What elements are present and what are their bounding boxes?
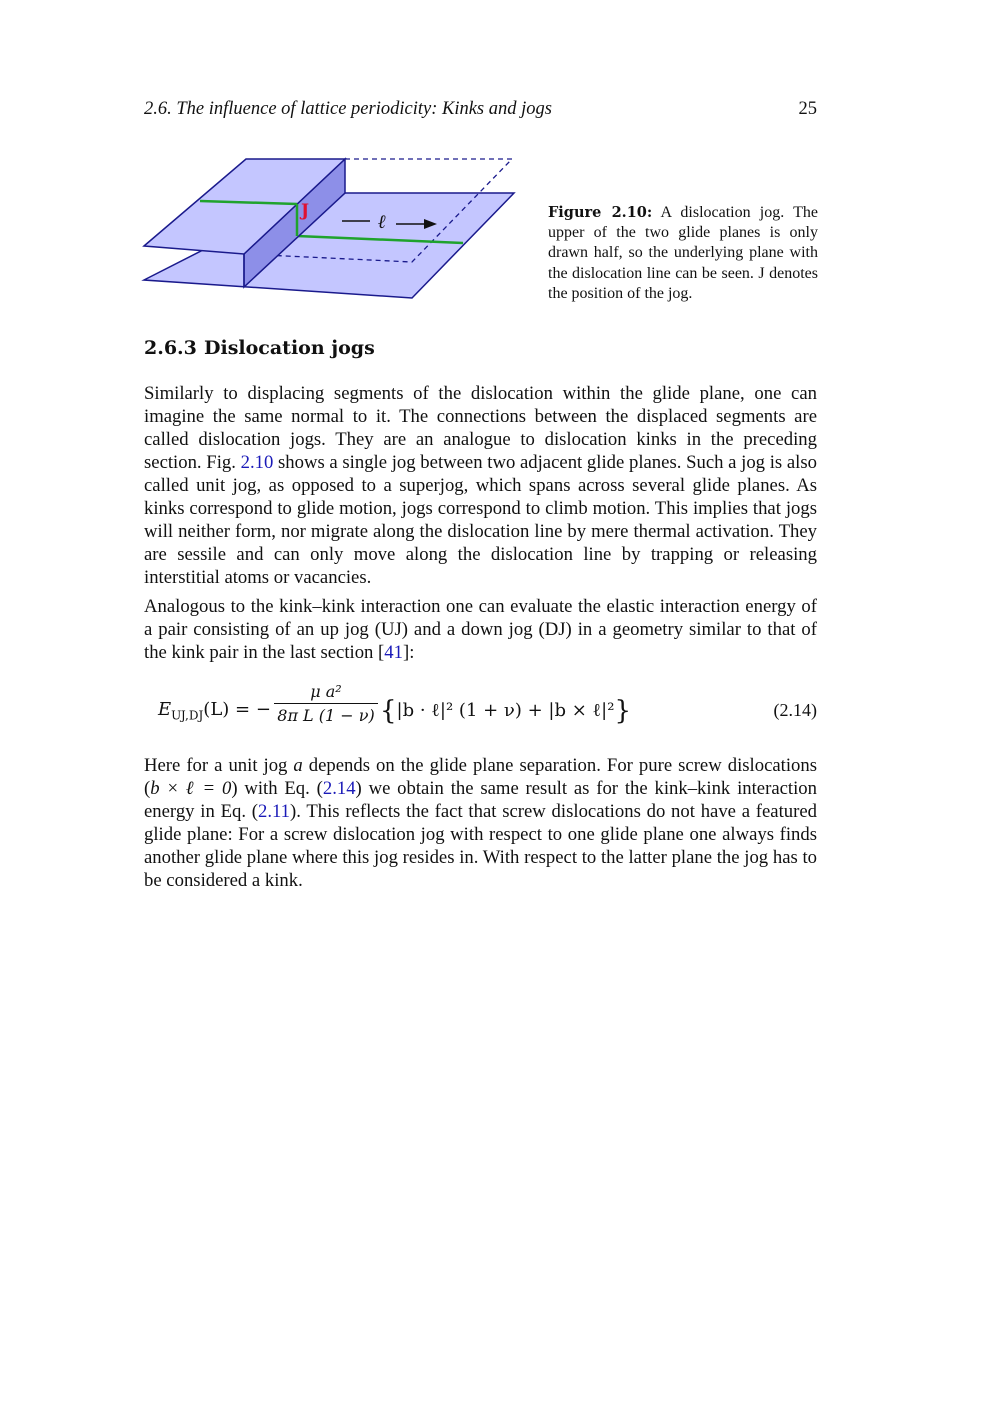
cross-product-expression: b × ℓ = 0 xyxy=(150,778,232,799)
paragraph-1 xyxy=(144,382,817,589)
figure-reference-link[interactable]: 2.10 xyxy=(240,452,274,473)
paragraph-text: Similarly to displacing segments of the dislocation within the glide plane, one can imagine the same normal to it. The connections between the displaced segments are called dislocation jogs. They are an analogue to dislocation kinks in the preceding section. Fig. xyxy=(144,383,817,473)
equation-2-14 xyxy=(144,682,817,738)
equation-number: (2.14) xyxy=(773,700,817,720)
rhs-expression: |b · ℓ|² (1 + ν) + |b × ℓ|² xyxy=(396,700,615,721)
equation-fraction xyxy=(274,682,378,725)
equation-reference-link[interactable]: 2.11 xyxy=(258,801,291,822)
paragraph-3 xyxy=(144,754,817,892)
caption-text: A dislocation jog. The upper of the two glide planes is only drawn half, so the underlying plane with the dislocation line can be seen. J denotes the position of the jog. xyxy=(548,204,818,302)
line-direction-label: ℓ xyxy=(378,211,387,233)
paragraph-2 xyxy=(144,595,817,664)
lhs-subscript: UJ,DJ xyxy=(171,708,204,723)
figure-caption xyxy=(548,203,818,304)
section-heading xyxy=(144,337,375,359)
paragraph-text: ). This reflects the fact that screw dislocations do not have a featured glide plane: For a screw dislocation jog with respect to one glide plane one always finds another glide plane where this jog resides in. With respect to the latter plane the jog has to be considered a kink. xyxy=(144,801,818,891)
lhs-argument: (L) = − xyxy=(203,699,271,720)
paragraph-text: shows a single jog between two adjacent glide planes. Such a jog is also called unit jog, as opposed to a superjog, which spans across several glide planes. As kinks correspond to glide motion, jogs correspond to climb motion. This implies that jogs will neither form, nor migrate along the dislocation line by mere thermal activation. They are sessile and can only move along the dislocation line by trapping or releasing interstitial atoms or vacancies. xyxy=(144,452,817,588)
running-header xyxy=(144,99,817,125)
paragraph-text: ]: xyxy=(402,642,415,663)
jog-label: J xyxy=(301,201,310,221)
brace-open: { xyxy=(380,696,397,726)
fraction-numerator: μ a² xyxy=(274,682,378,704)
paragraph-text: ) we obtain the same result as for the kink–kink interaction energy in Eq. ( xyxy=(144,778,817,822)
caption-label: Figure 2.10: xyxy=(548,204,653,221)
equation-lhs xyxy=(158,699,271,723)
citation-link[interactable]: 41 xyxy=(384,642,403,663)
equation-reference-link[interactable]: 2.14 xyxy=(322,778,356,799)
page-number: 25 xyxy=(798,99,817,119)
paragraph-text: ) with Eq. ( xyxy=(231,778,323,799)
fraction-denominator: 8π L (1 − ν) xyxy=(277,706,375,725)
lhs-symbol: E xyxy=(158,699,172,720)
paragraph-text: Here for a unit jog xyxy=(144,755,294,776)
brace-close: } xyxy=(614,696,631,726)
equation-rhs xyxy=(380,696,631,726)
section-number: 2.6.3 xyxy=(144,337,197,359)
paragraph-text: Analogous to the kink–kink interaction one can evaluate the elastic interaction energy of a pair consisting of an up jog (UJ) and a down jog (DJ) in a geometry similar to that of the kink pair in the last section [ xyxy=(144,596,817,663)
variable-a: a xyxy=(293,755,303,776)
dislocation-jog-figure xyxy=(140,150,520,305)
paragraph-text: depends on the glide plane separation. For pure screw dislocations ( xyxy=(144,755,817,799)
section-title: Dislocation jogs xyxy=(204,337,375,359)
header-section-title: 2.6. The influence of lattice periodicity: Kinks and jogs xyxy=(144,99,552,119)
